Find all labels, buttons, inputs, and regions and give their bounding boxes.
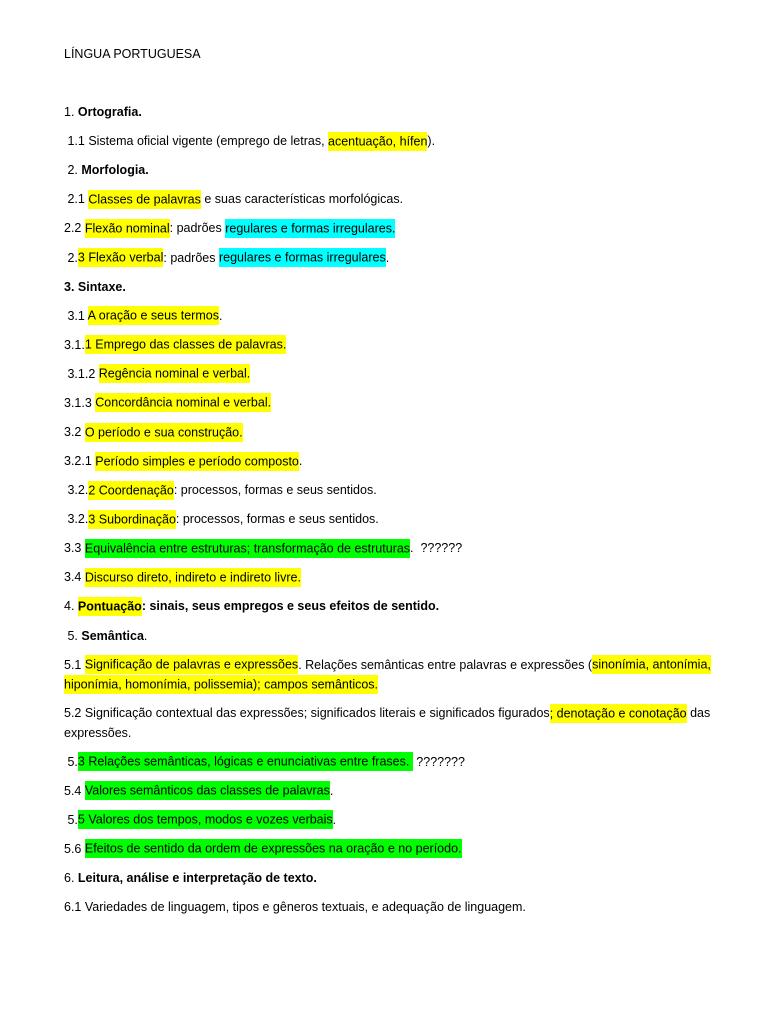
- highlighted-text: O período e sua construção.: [85, 423, 243, 442]
- highlighted-text: ; denotação e conotação: [550, 704, 687, 723]
- highlighted-text: Flexão nominal: [85, 219, 170, 238]
- outline-item: [64, 811, 768, 830]
- text-run: 6.: [64, 870, 78, 885]
- bold-text: Morfologia.: [81, 163, 149, 178]
- outline-item: [64, 481, 768, 500]
- text-run: .: [298, 454, 303, 469]
- text-run: 3.1.2: [64, 366, 99, 381]
- text-line: [64, 190, 768, 209]
- bold-text: Semântica: [81, 628, 144, 643]
- outline-item: [64, 336, 768, 355]
- highlighted-text: Efeitos de sentido da ordem de expressões na oração e no período.: [85, 839, 462, 858]
- text-run: .: [329, 783, 334, 798]
- highlighted-text: Discurso direto, indireto e indireto livre.: [85, 568, 301, 587]
- outline-item: [64, 278, 768, 297]
- text-line: [64, 627, 768, 646]
- outline-item: [64, 103, 768, 122]
- text-run: .: [332, 812, 337, 827]
- text-run: : processos, formas e seus sentidos.: [173, 483, 377, 498]
- text-line: [64, 365, 768, 384]
- highlighted-text: regulares e formas irregulares.: [225, 219, 395, 238]
- outline-item: [64, 539, 768, 558]
- highlighted-text: regulares e formas irregulares: [219, 248, 386, 267]
- text-run: 5.: [64, 812, 78, 827]
- text-line: [64, 704, 768, 723]
- text-run: . ??????: [410, 541, 463, 556]
- text-line: [64, 423, 768, 442]
- text-run: : padrões: [163, 250, 219, 265]
- text-run: 5.2 Significação contextual das expressões; significados literais e significados figurados: [64, 706, 550, 721]
- highlighted-text: 3 Subordinação: [88, 510, 176, 529]
- text-run: das: [686, 706, 711, 721]
- text-run: 5.6: [64, 841, 85, 856]
- text-line: [64, 753, 768, 772]
- text-run: 3.1: [64, 308, 88, 323]
- text-line: [64, 597, 768, 616]
- outline-item: [64, 452, 768, 471]
- text-run: ???????: [412, 754, 465, 769]
- outline-item: [64, 510, 768, 529]
- text-run: 5.1: [64, 657, 85, 672]
- text-run: : processos, formas e seus sentidos.: [175, 512, 379, 527]
- text-run: 5.: [64, 628, 82, 643]
- text-run: : padrões: [169, 221, 226, 236]
- highlighted-text: 1 Emprego das classes de palavras.: [85, 335, 287, 354]
- text-run: 3.2.: [64, 483, 89, 498]
- text-line: [64, 675, 768, 694]
- text-line: [64, 840, 768, 859]
- outline-item: [64, 840, 768, 859]
- empty-paragraph: [64, 74, 768, 93]
- text-run: 6.1 Variedades de linguagem, tipos e gêneros textuais, e adequação de linguagem.: [64, 899, 526, 914]
- text-line: [64, 132, 768, 151]
- text-line: [64, 74, 768, 93]
- text-run: 3.2: [64, 425, 85, 440]
- text-run: 2.: [64, 163, 82, 178]
- outline-item: [64, 782, 768, 801]
- bold-text: Leitura, análise e interpretação de texto.: [77, 870, 317, 885]
- text-line: [64, 481, 768, 500]
- text-run: 1.1 Sistema oficial vigente (emprego de letras,: [64, 134, 329, 149]
- highlighted-text: 3 Flexão verbal: [78, 248, 163, 267]
- outline-item: [64, 365, 768, 384]
- text-run: .: [218, 308, 223, 323]
- document-title: [64, 45, 768, 64]
- highlighted-text: 5 Valores dos tempos, modos e vozes verbais: [78, 810, 333, 829]
- text-line: [64, 568, 768, 587]
- text-line: [64, 724, 768, 743]
- outline-item: [64, 627, 768, 646]
- text-run: 2.2: [64, 221, 85, 236]
- text-line: [64, 278, 768, 297]
- text-line: [64, 452, 768, 471]
- outline-item: [64, 190, 768, 209]
- highlighted-text: hiponímia, homonímia, polissemia); campos semânticos.: [64, 675, 378, 694]
- outline-item: [64, 161, 768, 180]
- text-line: [64, 656, 768, 675]
- text-line: [64, 539, 768, 558]
- outline-item: [64, 394, 768, 413]
- outline-item: [64, 568, 768, 587]
- text-line: [64, 811, 768, 830]
- text-line: [64, 45, 768, 64]
- text-line: [64, 103, 768, 122]
- text-run: .: [143, 628, 148, 643]
- text-line: [64, 898, 768, 917]
- text-run: 3.2.1: [64, 454, 96, 469]
- text-run: 2.: [64, 250, 78, 265]
- outline-item: [64, 423, 768, 442]
- outline-item: [64, 597, 768, 616]
- text-line: [64, 249, 768, 268]
- text-run: 3.4: [64, 570, 85, 585]
- highlighted-text: A oração e seus termos: [88, 306, 219, 325]
- text-run: 2.1: [64, 192, 89, 207]
- text-run: 3.1.: [64, 337, 85, 352]
- outline-item: [64, 132, 768, 151]
- highlighted-text: Equivalência entre estruturas; transformação de estruturas: [85, 539, 410, 558]
- outline-item: [64, 307, 768, 326]
- text-line: [64, 307, 768, 326]
- text-run: 3.3: [64, 541, 85, 556]
- text-line: [64, 161, 768, 180]
- highlighted-text: 2 Coordenação: [88, 481, 173, 500]
- text-run: .: [385, 250, 390, 265]
- text-run: 4.: [64, 599, 78, 614]
- text-line: [64, 394, 768, 413]
- bold-text: : sinais, seus empregos e seus efeitos de sentido.: [141, 599, 440, 614]
- highlighted-text: sinonímia, antonímia,: [592, 655, 711, 674]
- highlighted-text: Concordância nominal e verbal.: [95, 393, 271, 412]
- bold-text: Ortografia.: [77, 105, 142, 120]
- highlighted-text: Valores semânticos das classes de palavras: [85, 781, 330, 800]
- outline-item: [64, 753, 768, 772]
- outline-item: [64, 219, 768, 238]
- highlighted-text: Pontuação: [78, 597, 142, 616]
- text-run: LÍNGUA PORTUGUESA: [64, 47, 201, 61]
- text-run: expressões.: [64, 725, 132, 740]
- text-run: ).: [427, 134, 436, 149]
- text-run: 5.4: [64, 783, 85, 798]
- bold-text: 3. Sintaxe.: [64, 279, 126, 294]
- highlighted-text: Regência nominal e verbal.: [99, 364, 250, 383]
- text-line: [64, 219, 768, 238]
- text-line: [64, 782, 768, 801]
- text-line: [64, 869, 768, 888]
- outline-item: [64, 704, 768, 743]
- outline-item: [64, 869, 768, 888]
- outline-item: [64, 656, 768, 695]
- outline-item: [64, 898, 768, 917]
- text-run: . Relações semânticas entre palavras e expressões (: [298, 657, 593, 672]
- text-run: 3.2.: [64, 512, 89, 527]
- text-run: 3.1.3: [64, 395, 96, 410]
- text-run: 5.: [64, 754, 78, 769]
- text-run: e suas características morfológicas.: [200, 192, 404, 207]
- highlighted-text: Significação de palavras e expressões: [85, 655, 298, 674]
- highlighted-text: Classes de palavras: [88, 190, 201, 209]
- text-line: [64, 510, 768, 529]
- text-run: 1.: [64, 105, 78, 120]
- text-line: [64, 336, 768, 355]
- highlighted-text: Período simples e período composto: [95, 452, 299, 471]
- outline-item: [64, 249, 768, 268]
- highlighted-text: acentuação, hífen: [328, 132, 427, 151]
- highlighted-text: 3 Relações semânticas, lógicas e enunciativas entre frases.: [78, 752, 413, 771]
